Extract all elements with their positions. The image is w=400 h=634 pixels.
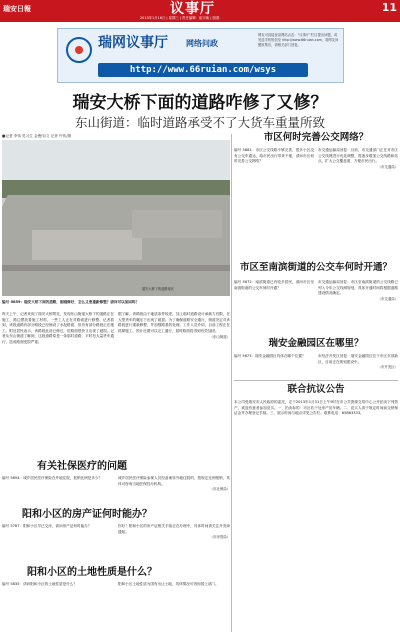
section-title: 议事厅 <box>170 1 215 17</box>
article-question <box>2 300 230 310</box>
bus-network-answer <box>318 148 398 256</box>
land-nature-question <box>2 582 114 630</box>
question-text: 编号 5859：瑞安大桥下面的道路，刚刚修好，怎么又要重新修整？请问可以加固吗？ <box>2 300 140 304</box>
answer-text: 市交通运输局回复：市区至南滨街道的公交线路已列入今年公交线网规划，具体开通时间将根据道路建设情况确定。 <box>318 280 398 296</box>
question-text: 编号 5673：瑞安金融园区具体在哪个位置？ <box>234 354 306 358</box>
article-body-right <box>118 312 230 452</box>
body-paragraph: 昨天上午，记者来到了瑞安大桥附近，发现东山街道大桥下的道路正在施工，路边摆放着施工材料，一些工人正在对路面进行修整。记者看到，该段道路有部分路段已经铺设了水泥路面，但仍有部分路段正在施工。附近居民表示，该路段此前已修过，但路面很快又出现了破损。记者从东山街道了解到，这段道路原是一条临时道路，平时有大量货车通行，造成路面受损严重。 <box>2 312 114 344</box>
article-photo <box>2 140 230 296</box>
social-insurance-question <box>2 476 114 502</box>
wsys-banner[interactable] <box>57 28 344 83</box>
masthead <box>0 0 400 22</box>
logo-dot-icon <box>75 46 83 54</box>
question-text: 编号 5835：请问阳和小区的土地性质是什么？ <box>2 582 77 586</box>
finance-park-answer <box>318 354 398 378</box>
social-insurance-heading: 有关社保医疗的问题 <box>37 461 127 472</box>
photo-curb <box>2 265 230 271</box>
reporter-tag: （市开发区） <box>377 365 398 370</box>
body-paragraph: 据了解，该路段由于地质条件较差，加上临时道路设计承载力有限，在大型货车的碾压下出现了破损。为了确保道路安全通行，街道决定对该路段进行重新修整，并加强路基的处理。工作人员介绍，目前工程正在抓紧施工，预计近期可以完工通行，届时路面将得到有效加固。 <box>118 312 230 333</box>
property-cert-heading: 阳和小区的房产证何时能办？ <box>22 509 152 520</box>
sidebar-divider <box>234 380 398 381</box>
banner-title: 瑞网议事厅 <box>98 35 168 51</box>
notice-title: 联合抗议公告 <box>287 384 345 395</box>
banner-url-link[interactable]: http://www.66ruian.com/wsys <box>98 63 308 77</box>
issue-info: 2013年1月16日 | 星期三 | 责任编辑：崔宗焕 | 版面： <box>140 16 223 20</box>
article-byline: ■记者 李伟 见习生 金俊伟/文 记者 许传/摄 <box>2 134 72 138</box>
question-text: 编号 5672：南滨街道已有较多居民，请问市区至南滨街道的公交车何时开通？ <box>234 280 314 290</box>
notice-body <box>234 400 398 630</box>
article-subhead: 东山街道：临时道路承受不了大货车重量所致 <box>74 115 325 130</box>
answer-text: 市经济开发区回复：瑞安金融园区位于市区东部新区，目前正在规划建设中。 <box>318 354 398 364</box>
reporter-tag: （市交通局） <box>377 164 398 169</box>
article-body-left <box>2 312 114 452</box>
nanbin-bus-answer <box>318 280 398 338</box>
reporter-tag: （东山街道） <box>209 335 230 340</box>
question-text: 编号 5881：市区公交线路不够完善，很多小区没有公交车通达，给市民出行带来不便，请问市区何时完善公交网络？ <box>234 148 314 164</box>
reporter-tag: （市交通局） <box>377 296 398 301</box>
answer-text: 城乡居民医疗保险参保人员经备案转外地住院的，按规定比例报销，具体可咨询当地医保经办机构。 <box>118 476 230 486</box>
nanbin-bus-question <box>234 280 314 338</box>
page-number: 11 <box>381 1 397 14</box>
reporter-tag: （市社保局） <box>209 487 230 492</box>
bus-network-question <box>234 148 314 256</box>
sidebar-title-finance-park: 瑞安金融园区在哪里？ <box>268 338 364 349</box>
property-cert-answer <box>118 524 230 554</box>
column-divider <box>231 134 232 632</box>
answer-text: 你好！阳和小区的房产证相关手续正在办理中，具体时间请关注开发商通知。 <box>118 524 230 534</box>
photo-sky <box>2 140 230 185</box>
sidebar-title-bus-network: 市区何时完善公交网络？ <box>263 132 369 143</box>
photo-slab <box>32 230 142 260</box>
question-text: 编号 5787：阳和小区早已交房，请问房产证何时能办？ <box>2 524 92 528</box>
banner-description: 网友可直接登录网站点击：“议事厅”栏目提出问题，或发送手机短信至 http://www.66ruian.com，将网友问题收集后，请相关部门回复。 <box>258 33 339 47</box>
finance-park-question <box>234 354 314 378</box>
answer-text: 市交通运输局回复：目前，市交通部门正在对市区公交线网进行优化调整，将逐步增加公交线路和站点，扩大公交覆盖面，方便市民出行。 <box>318 148 398 164</box>
land-nature-heading: 阳和小区的土地性质是什么？ <box>27 567 157 578</box>
answer-text: 阳和小区土地性质为国有出让土地，具体情况可咨询国土部门。 <box>118 582 219 586</box>
sidebar-title-nanbin-bus: 市区至南滨街道的公交车何时开通？ <box>239 262 392 273</box>
question-text: 编号 5694：城乡居民医疗保险在外地住院，报销比例是多少？ <box>2 476 103 480</box>
banner-subtitle: 网络问政 <box>186 39 218 48</box>
newspaper-logo: 瑞安日報 <box>3 4 31 13</box>
article-headline: 瑞安大桥下面的道路咋修了又修？ <box>72 93 328 113</box>
photo-slab <box>132 210 222 238</box>
notice-text: 本公司受瑞安市人民政府的委托，定于2013年1月31日上午9时在市公共资源交易中心公开拍卖下列资产，欢迎有意者参加竞买。一、拍卖标的：市区若干处房产及车辆。二、竞买人须于规定时间前交纳保证金并办理登记手续。三、展示时间与地点详见公告栏。联系电话：65863333。 <box>234 400 398 416</box>
property-cert-question <box>2 524 114 554</box>
land-nature-answer <box>118 582 230 630</box>
social-insurance-answer <box>118 476 230 502</box>
photo-caption: 瑞安大桥下的道路现状 <box>142 287 174 291</box>
reporter-tag: （市房管局） <box>209 535 230 540</box>
